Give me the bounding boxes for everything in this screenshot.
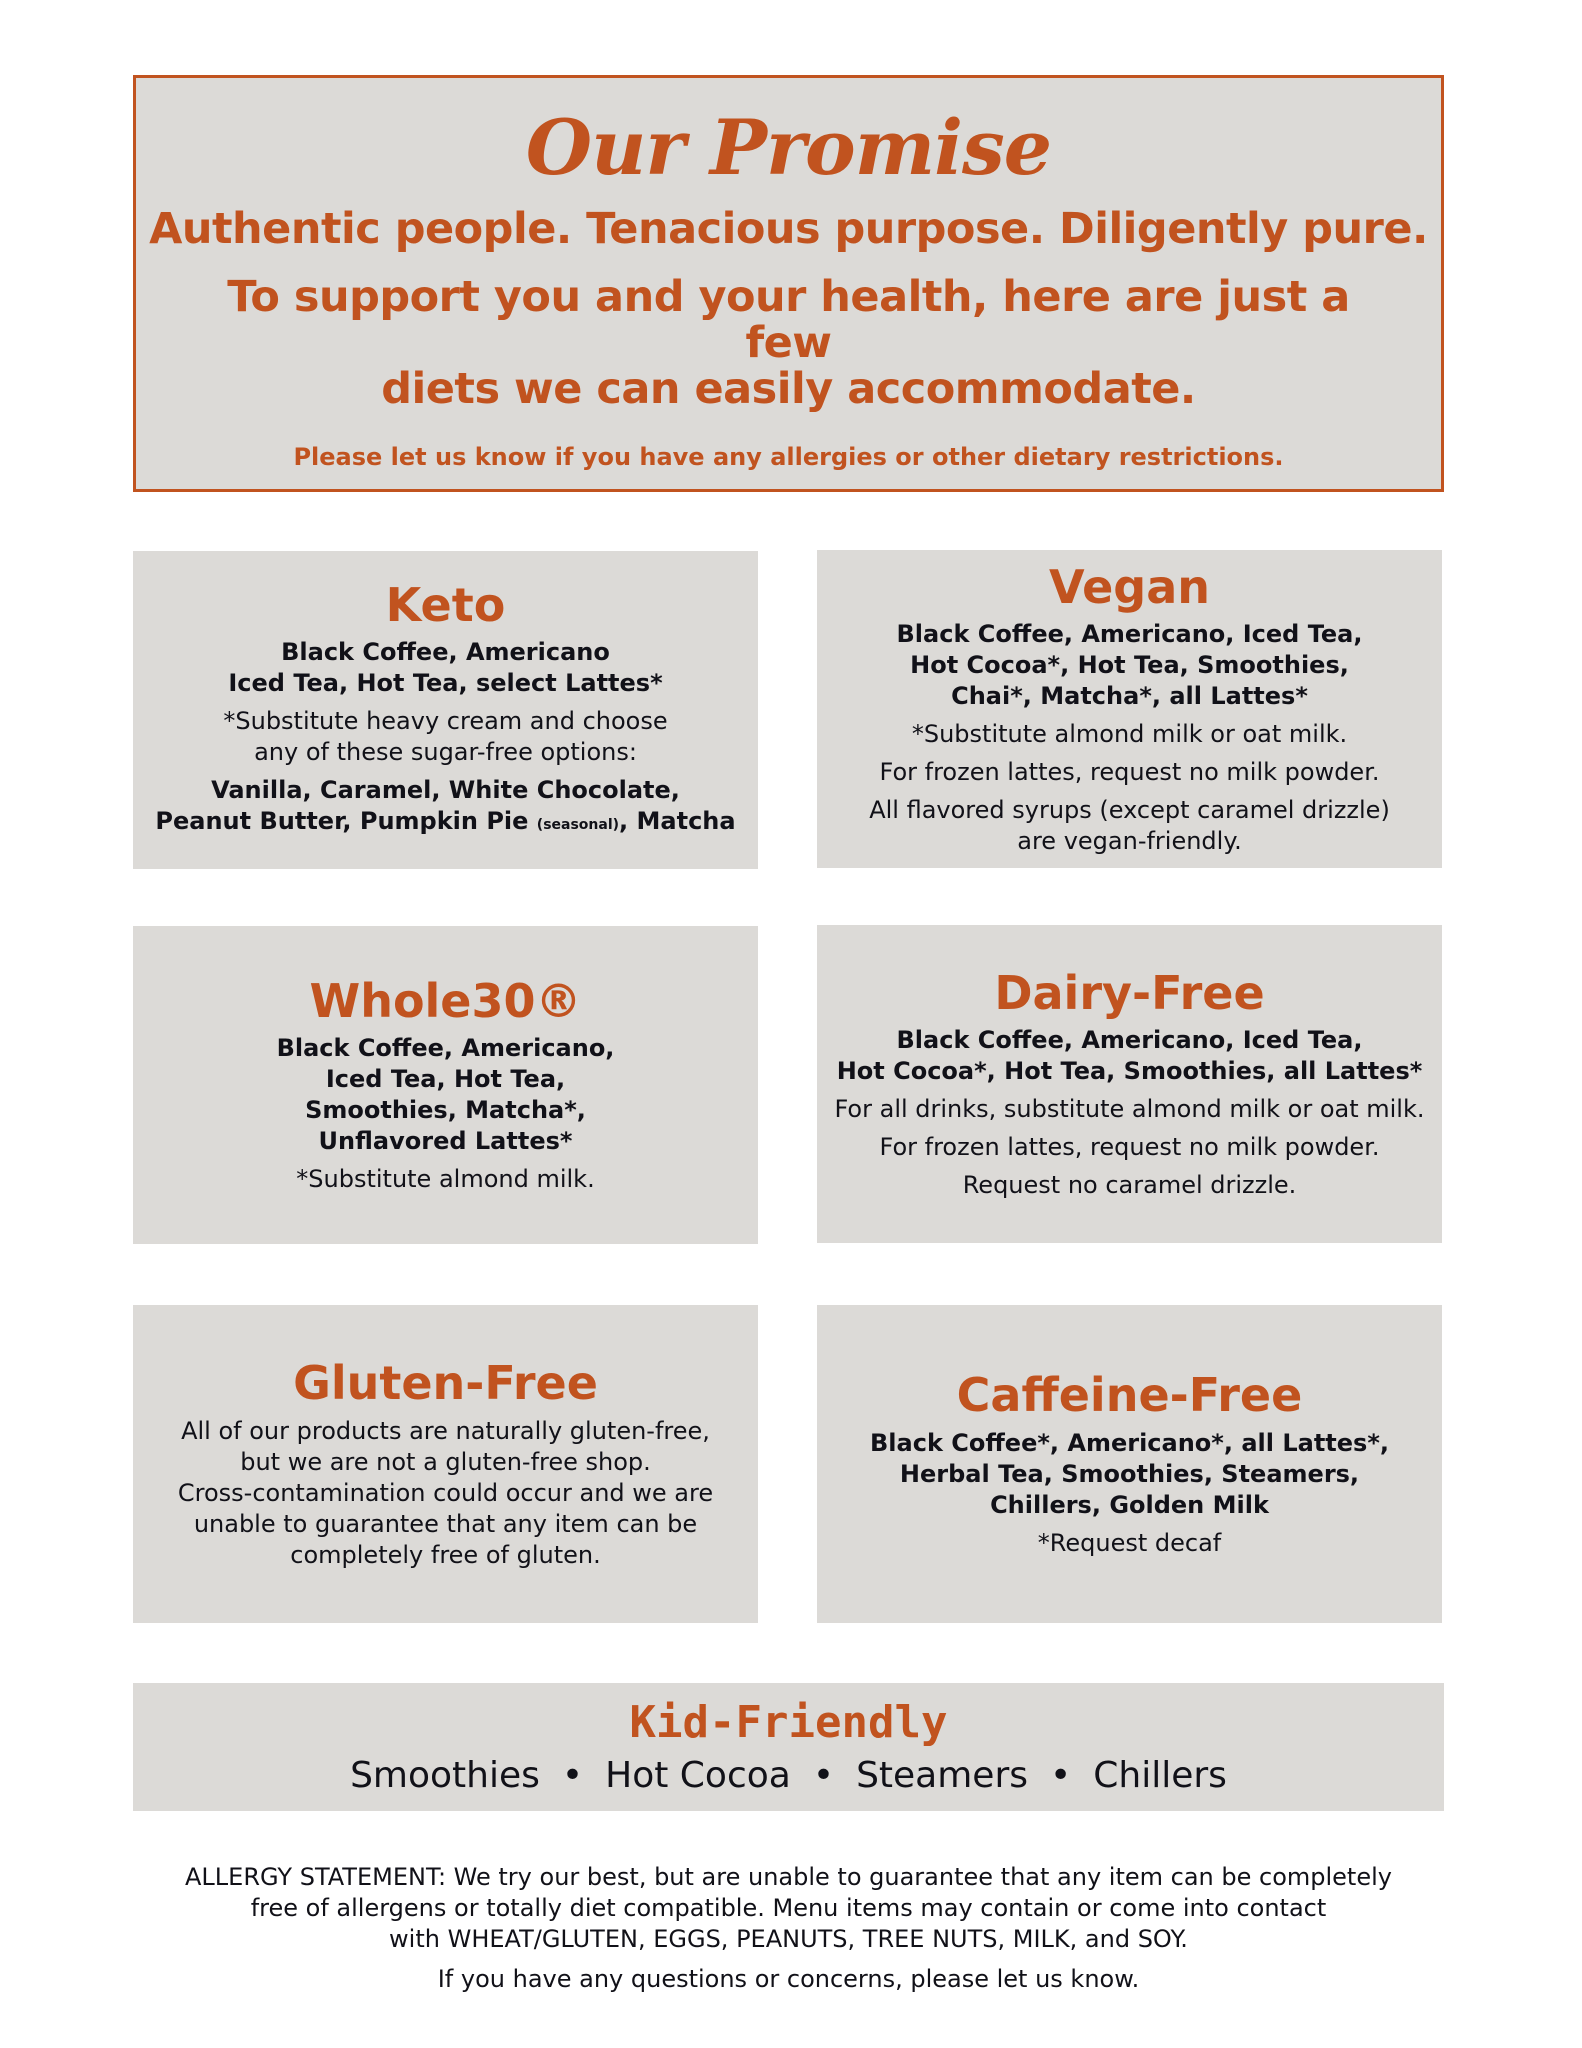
- gluten-free-text-line: but we are not a gluten-free shop.: [240, 1447, 651, 1476]
- dairy-free-note: For frozen lattes, request no milk powder.: [879, 1133, 1380, 1162]
- caffeine-free-card: [817, 1305, 1442, 1623]
- allergy-statement: [133, 1862, 1444, 1995]
- kid-friendly-item: Chillers: [1093, 1755, 1227, 1797]
- keto-options: [155, 775, 735, 841]
- separator-dot: •: [812, 1755, 835, 1797]
- caffeine-free-drinks-line: Herbal Tea, Smoothies, Steamers,: [899, 1459, 1360, 1488]
- vegan-drinks-line: Hot Cocoa*, Hot Tea, Smoothies,: [910, 651, 1349, 680]
- kid-friendly-panel: [133, 1683, 1444, 1811]
- dairy-free-title: Dairy-Free: [994, 965, 1265, 1020]
- caffeine-free-note: *Request decaf: [1037, 1528, 1222, 1557]
- separator-dot: •: [561, 1755, 584, 1797]
- promise-note: Please let us know if you have any allergies or other dietary restrictions.: [293, 442, 1284, 471]
- caffeine-free-drinks-line: Chillers, Golden Milk: [990, 1490, 1269, 1519]
- keto-drinks: [228, 637, 662, 699]
- vegan-note-line: All flavored syrups (except caramel drizzle): [869, 796, 1390, 825]
- vegan-note: [869, 795, 1390, 857]
- promise-title: Our Promise: [525, 103, 1052, 192]
- promise-support-line: To support you and your health, here are just a few: [227, 271, 1350, 369]
- keto-note-line: any of these sugar-free options:: [254, 738, 637, 767]
- vegan-note: *Substitute almond milk or oat milk.: [911, 720, 1348, 749]
- gluten-free-text: [178, 1416, 713, 1571]
- keto-note: [223, 706, 667, 768]
- allergy-line: with WHEAT/GLUTEN, EGGS, PEANUTS, TREE NUTS, MILK, and SOY.: [389, 1925, 1188, 1953]
- promise-support-line: diets we can easily accommodate.: [381, 364, 1196, 415]
- keto-drinks-line: Iced Tea, Hot Tea, select Lattes*: [228, 669, 663, 698]
- dairy-free-note: Request no caramel drizzle.: [962, 1171, 1297, 1200]
- vegan-drinks-line: Black Coffee, Americano, Iced Tea,: [896, 620, 1363, 649]
- whole30-note: *Substitute almond milk.: [296, 1165, 595, 1194]
- whole30-title: Whole30®: [309, 973, 582, 1028]
- vegan-note-line: are vegan-friendly.: [1017, 827, 1242, 856]
- separator-dot: •: [1050, 1755, 1072, 1797]
- gluten-free-text-line: Cross-contamination could occur and we are: [177, 1478, 714, 1507]
- keto-options-line: Vanilla, Caramel, White Chocolate,: [211, 776, 680, 805]
- whole30-drinks: [277, 1033, 615, 1157]
- vegan-drinks: [897, 619, 1363, 712]
- vegan-card: [817, 550, 1442, 868]
- allergy-question: If you have any questions or concerns, please let us know.: [437, 1965, 1140, 1993]
- caffeine-free-title: Caffeine-Free: [956, 1368, 1303, 1423]
- keto-seasonal-label: (seasonal): [536, 817, 620, 834]
- whole30-drinks-line: Iced Tea, Hot Tea,: [325, 1065, 566, 1094]
- dairy-free-drinks-line: Hot Cocoa*, Hot Tea, Smoothies, all Lattes*: [836, 1057, 1423, 1086]
- dairy-free-card: [817, 925, 1442, 1243]
- whole30-card: [133, 926, 758, 1244]
- gluten-free-title: Gluten-Free: [293, 1356, 598, 1411]
- keto-options-text: , Matcha: [619, 807, 736, 836]
- vegan-drinks-line: Chai*, Matcha*, all Lattes*: [951, 682, 1308, 711]
- kid-friendly-title: Kid-Friendly: [629, 1697, 948, 1748]
- gluten-free-text-line: All of our products are naturally gluten-free,: [181, 1416, 710, 1445]
- promise-panel: [133, 75, 1444, 492]
- keto-options-line: [155, 806, 735, 841]
- whole30-drinks-line: Unflavored Lattes*: [318, 1127, 573, 1156]
- whole30-drinks-line: Smoothies, Matcha*,: [305, 1096, 586, 1125]
- promise-tagline: Authentic people. Tenacious purpose. Diligently pure.: [149, 203, 1428, 254]
- keto-title: Keto: [385, 577, 506, 632]
- keto-note-line: *Substitute heavy cream and choose: [223, 707, 668, 736]
- vegan-note: For frozen lattes, request no milk powder.: [879, 758, 1380, 787]
- kid-friendly-item: Steamers: [856, 1755, 1029, 1797]
- gluten-free-text-line: completely free of gluten.: [290, 1540, 601, 1569]
- keto-drinks-line: Black Coffee, Americano: [281, 638, 610, 667]
- gluten-free-text-line: unable to guarantee that any item can be: [193, 1509, 698, 1538]
- allergy-line: ALLERGY STATEMENT: We try our best, but are unable to guarantee that any item can be completely: [185, 1863, 1392, 1891]
- keto-card: [133, 551, 758, 869]
- dairy-free-drinks: [837, 1025, 1423, 1087]
- whole30-drinks-line: Black Coffee, Americano,: [276, 1034, 615, 1063]
- promise-support: [199, 271, 1379, 415]
- caffeine-free-drinks-line: Black Coffee*, Americano*, all Lattes*,: [870, 1428, 1389, 1457]
- allergy-line: free of allergens or totally diet compatible. Menu items may contain or come into contact: [250, 1894, 1327, 1922]
- vegan-title: Vegan: [1049, 559, 1210, 614]
- kid-friendly-items: [133, 1755, 1444, 1796]
- dairy-free-note: For all drinks, substitute almond milk or oat milk.: [834, 1095, 1425, 1124]
- keto-options-text: Peanut Butter, Pumpkin Pie: [155, 807, 537, 836]
- gluten-free-card: [133, 1305, 758, 1623]
- kid-friendly-item: Smoothies: [350, 1755, 540, 1797]
- kid-friendly-item: Hot Cocoa: [605, 1755, 791, 1797]
- caffeine-free-drinks: [870, 1428, 1389, 1521]
- dairy-free-drinks-line: Black Coffee, Americano, Iced Tea,: [896, 1026, 1363, 1055]
